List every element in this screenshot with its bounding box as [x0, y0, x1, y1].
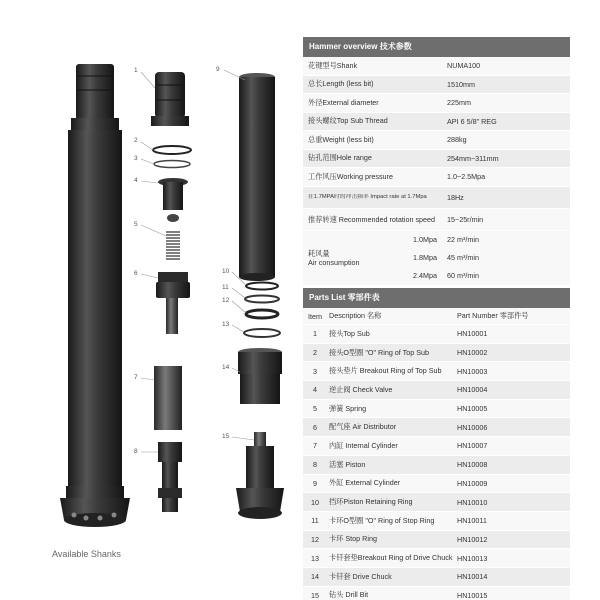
table-row — [303, 493, 570, 512]
description-cell: 钻头 Drill Bit — [329, 590, 369, 600]
part-number-cell: HN10008 — [457, 460, 488, 470]
part-1-top-sub — [151, 72, 189, 126]
item-cell: 2 — [313, 348, 317, 358]
description-cell: 配气座 Air Distributor — [329, 422, 397, 432]
header-item: Item — [308, 311, 322, 321]
item-cell: 13 — [311, 553, 319, 563]
part-7-internal-cylinder — [154, 366, 182, 430]
air-label-en: Air consumption — [308, 257, 360, 267]
description-cell: 逆止阀 Check Valve — [329, 384, 393, 394]
table-row — [303, 475, 570, 494]
spec-value: 1510mm — [447, 79, 475, 89]
part-9-external-cylinder — [239, 73, 275, 281]
spec-row — [303, 131, 570, 150]
hammer-diagram — [0, 0, 300, 545]
description-cell: 卡环 Stop Ring — [329, 534, 377, 544]
header-description: Description 名称 — [329, 311, 382, 320]
part-10-retaining-ring — [246, 283, 278, 290]
air-pressure: 1.0Mpa — [413, 235, 437, 244]
spec-value: 254mm~311mm — [447, 153, 499, 163]
part-label-6: 6 — [134, 270, 138, 277]
spec-label: 总重Weight (less bit) — [308, 134, 374, 144]
item-cell: 11 — [311, 516, 319, 526]
table-row — [303, 418, 570, 437]
table-row — [303, 568, 570, 587]
spec-label: 总长Length (less bit) — [308, 79, 374, 89]
item-cell: 7 — [313, 441, 317, 451]
part-label-9: 9 — [216, 66, 220, 73]
item-cell: 6 — [313, 422, 317, 432]
item-cell: 10 — [311, 497, 319, 507]
spec-value: 1.0~2.5Mpa — [447, 172, 486, 182]
part-number-cell: HN10003 — [457, 366, 488, 376]
air-consumption-row — [303, 231, 570, 285]
part-14-drive-chuck — [238, 348, 282, 404]
parts-body — [303, 325, 570, 600]
parts-header-row — [303, 308, 570, 325]
part-number-cell: HN10007 — [457, 441, 488, 451]
spec-row — [303, 168, 570, 187]
description-cell: 活塞 Piston — [329, 459, 366, 469]
spec-value: 15~25r/min — [447, 214, 484, 224]
spec-label: 推荐转速 Recommended rotation speed — [308, 214, 436, 224]
part-13-breakout-ring — [244, 329, 280, 337]
part-15-drill-bit — [236, 432, 284, 519]
spec-row — [303, 94, 570, 113]
spec-label: 外径External diameter — [308, 97, 379, 107]
spec-value: 288kg — [447, 135, 467, 145]
air-label-cn: 耗风量 — [308, 248, 330, 258]
part-label-7: 7 — [134, 374, 138, 381]
item-cell: 5 — [313, 404, 317, 414]
part-3-breakout-ring — [154, 161, 190, 168]
item-cell: 4 — [313, 385, 317, 395]
table-row — [303, 362, 570, 381]
spec-label: 在1.7MPA时的冲击频率 Impact rate at 1.7Mpa — [308, 193, 427, 200]
item-cell: 9 — [313, 478, 317, 488]
description-cell: 接头垫片 Breakout Ring of Top Sub — [329, 366, 442, 376]
part-label-3: 3 — [134, 155, 138, 162]
description-cell: 内缸 Internal Cylinder — [329, 440, 398, 450]
part-number-cell: HN10006 — [457, 422, 488, 432]
air-value: 45 m³/min — [447, 253, 479, 262]
table-row — [303, 587, 570, 600]
part-label-8: 8 — [134, 448, 138, 455]
item-cell: 8 — [313, 460, 317, 470]
part-number-cell: HN10001 — [457, 329, 488, 339]
spec-label: 钻孔范围Hole range — [308, 153, 372, 163]
parts-list-table — [303, 288, 570, 600]
assembled-hammer — [60, 64, 130, 527]
part-label-11: 11 — [222, 284, 229, 291]
part-number-cell: HN10004 — [457, 385, 488, 395]
item-cell: 15 — [311, 590, 319, 600]
description-cell: 弹簧 Spring — [329, 403, 367, 413]
part-8-piston — [158, 442, 182, 512]
spec-label: 接头螺纹Top Sub Thread — [308, 116, 388, 126]
air-value: 22 m³/min — [447, 235, 479, 244]
description-cell: 卡钎套垫Breakout Ring of Drive Chuck — [329, 553, 453, 563]
item-cell: 14 — [311, 572, 319, 582]
description-cell: 外缸 External Cylinder — [329, 478, 401, 488]
part-11-o-ring — [245, 296, 279, 303]
part-number-cell: HN10009 — [457, 478, 488, 488]
header-part-number: Part Number 零部件号 — [457, 311, 529, 320]
hammer-overview-title: Hammer overview 技术参数 — [303, 37, 570, 57]
part-label-1: 1 — [134, 67, 138, 74]
spec-label: 工作风压Working pressure — [308, 171, 393, 181]
air-values — [443, 231, 570, 285]
table-row — [303, 549, 570, 568]
part-12-stop-ring — [246, 310, 278, 318]
part-number-cell: HN10015 — [457, 590, 488, 600]
part-6-air-distributor — [156, 272, 190, 334]
spec-row — [303, 76, 570, 95]
description-cell: 卡钎套 Drive Chuck — [329, 571, 392, 581]
part-label-13: 13 — [222, 321, 230, 328]
table-row — [303, 344, 570, 363]
spec-value: 225mm — [447, 98, 471, 108]
description-cell: 挡环Piston Retaining Ring — [329, 497, 413, 507]
part-label-12: 12 — [222, 297, 230, 304]
spec-row — [303, 150, 570, 169]
hammer-overview-table — [303, 37, 570, 285]
part-number-cell: HN10005 — [457, 404, 488, 414]
available-shanks-caption: Available Shanks — [52, 549, 121, 559]
spec-value: API 6 5/8" REG — [447, 116, 497, 126]
air-value: 60 m³/min — [447, 271, 479, 280]
table-row — [303, 381, 570, 400]
description-cell: 卡环O型圈 "O" Ring of Stop Ring — [329, 515, 435, 525]
spec-row — [303, 113, 570, 132]
item-cell: 3 — [313, 366, 317, 376]
part-label-4: 4 — [134, 177, 138, 184]
spec-value: 18Hz — [447, 192, 464, 202]
air-pressure: 2.4Mpa — [413, 271, 437, 280]
part-number-cell: HN10010 — [457, 497, 488, 507]
spec-value: NUMA100 — [447, 61, 481, 71]
description-cell: 接头O型圈 "O" Ring of Top Sub — [329, 347, 430, 357]
description-cell: 接头Top Sub — [329, 328, 370, 338]
table-row — [303, 456, 570, 475]
item-cell: 1 — [313, 329, 317, 339]
part-number-cell: HN10012 — [457, 534, 488, 544]
table-row — [303, 400, 570, 419]
part-number-cell: HN10011 — [457, 516, 487, 526]
spec-row — [303, 209, 570, 231]
air-consumption-label — [303, 231, 369, 285]
part-number-cell: HN10013 — [457, 553, 488, 563]
part-number-cell: HN10014 — [457, 572, 488, 582]
part-4-check-valve — [158, 178, 188, 222]
table-row — [303, 512, 570, 531]
air-pressure: 1.8Mpa — [413, 253, 437, 262]
part-label-15: 15 — [222, 433, 230, 440]
air-pressures — [369, 231, 443, 285]
spec-label: 花键型号Shank — [308, 60, 358, 70]
spec-row — [303, 187, 570, 209]
table-row — [303, 325, 570, 344]
spec-rows — [303, 57, 570, 231]
part-number-cell: HN10002 — [457, 348, 488, 358]
table-row — [303, 437, 570, 456]
part-label-10: 10 — [222, 268, 230, 275]
part-label-14: 14 — [222, 364, 230, 371]
part-5-spring — [166, 232, 180, 259]
part-label-2: 2 — [134, 137, 138, 144]
item-cell: 12 — [311, 534, 319, 544]
parts-list-title: Parts List 零部件表 — [303, 288, 570, 308]
part-label-5: 5 — [134, 221, 138, 228]
table-row — [303, 531, 570, 550]
spec-row — [303, 57, 570, 76]
part-2-o-ring — [153, 146, 191, 154]
